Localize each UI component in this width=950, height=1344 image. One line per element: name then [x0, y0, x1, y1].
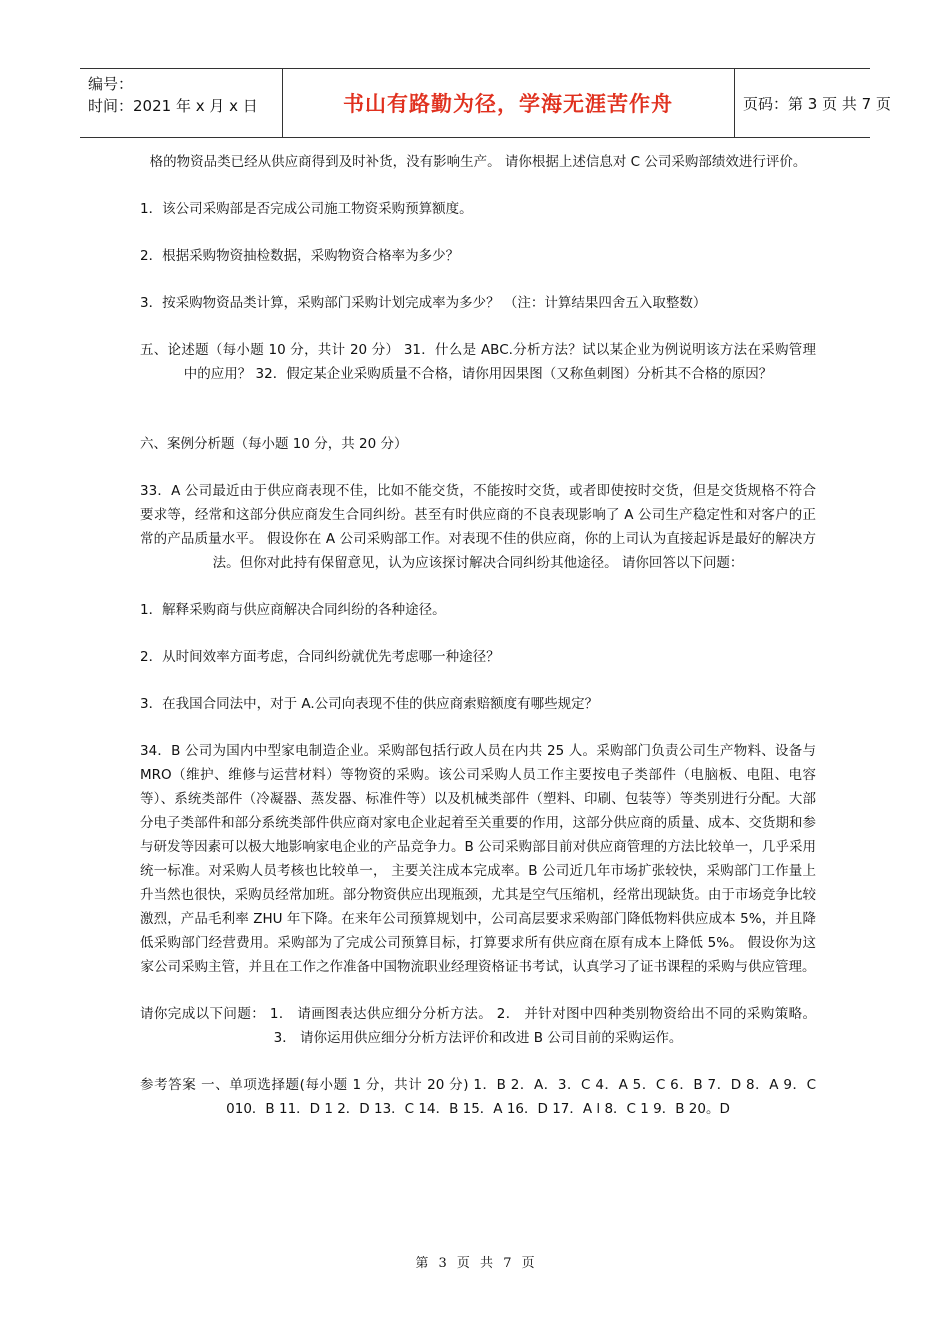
question-33-2: 2．从时间效率方面考虑，合同纠纷就优先考虑哪一种途径？ — [140, 649, 500, 665]
section-5-essay: 五、论述题（每小题 10 分，共计 20 分） 31．什么是 ABC.分析方法？试以某企业为例说明该方法在采购管理中的应用？ 32．假定某企业采购质量不合格，请你用因果图（又称鱼刺图）分析其不合格的原因？ — [140, 342, 816, 382]
document-number-label: 编号： — [88, 75, 134, 93]
document-date: 时间：2021 年 x 月 x 日 — [88, 97, 258, 115]
question-c-1: 1．该公司采购部是否完成公司施工物资采购预算额度。 — [140, 201, 473, 217]
answer-key: 参考答案 一、单项选择题(每小题 1 分，共计 20 分) 1．B 2．A．3．C 4．A 5．C 6．B 7．D 8．A 9．C 010．B 11．D 1 2．D 13．C 14．B 15．A 16．D 17．A l 8．C 1 9．B 20。D — [140, 1077, 816, 1117]
question-c-3: 3．按采购物资品类计算，采购部门采购计划完成率为多少？ （注：计算结果四舍五入取整数） — [140, 295, 707, 311]
intro-paragraph: 格的物资品类已经从供应商得到及时补货，没有影响生产。 请你根据上述信息对 C 公司采购部绩效进行评价。 — [149, 154, 807, 170]
question-33-1: 1．解释采购商与供应商解决合同纠纷的各种途径。 — [140, 602, 446, 618]
case-34-tasks: 请你完成以下问题： 1． 请画图表达供应细分分析方法。 2． 并针对图中四种类别物资给出不同的采购策略。 3． 请你运用供应细分分析方法评价和改进 B 公司目前的采购运作。 — [140, 1006, 816, 1046]
document-body — [140, 150, 816, 1121]
question-c-2: 2．根据采购物资抽检数据，采购物资合格率为多少？ — [140, 248, 460, 264]
header-page-cell — [735, 69, 891, 137]
question-33-3: 3．在我国合同法中，对于 A.公司向表现不佳的供应商索赔额度有哪些规定？ — [140, 696, 599, 712]
header-motto-cell — [282, 69, 735, 137]
page-number-label: 页码：第 3 页 共 7 页 — [743, 94, 891, 113]
motto-text: 书山有路勤为径，学海无涯苦作舟 — [343, 92, 673, 116]
header-info-cell — [80, 69, 283, 137]
page-footer: 第 3 页 共 7 页 — [415, 1256, 535, 1271]
case-34-paragraph: 34．B 公司为国内中型家电制造企业。采购部包括行政人员在内共 25 人。采购部门负责公司生产物料、设备与 MRO（维护、维修与运营材料）等物资的采购。该公司采购人员工作主要按电子类部件（电脑板、电阻、电容等）、系统类部件（冷凝器、蒸发器、标准件等）以及机械类部件（塑料、印刷、包装等）等类别进行分配。大部分电子类部件和部分系统类部件供应商对家电企业起着至关重要的作用，这部分供应商的质量、成本、交货期和参与研发等因素可以极大地影响家电企业的产品竞争力。B 公司采购部目前对供应商管理的方法比较单一，几乎采用统一标准。对采购人员考核也比较单一， 主要关注成本完成率。B 公司近几年市场扩张较快，采购部门工作量上升当然也很快，采购员经常加班。部分物资供应出现瓶颈，尤其是空气压缩机，经常出现缺货。由于市场竞争比较激烈，产品毛利率 ZHU 年下降。在来年公司预算规划中，公司高层要求采购部门降低物料供应成本 5%，并且降低采购部门经营费用。采购部为了完成公司预算目标，打算要求所有供应商在原有成本上降低 5%。 假设你为这家公司采购主管，并且在工作之作准备中国物流职业经理资格证书考试，认真学习了证书课程的采购与供应管理。 — [140, 743, 816, 975]
section-6-heading: 六、案例分析题（每小题 10 分，共 20 分） — [140, 436, 408, 452]
case-33-paragraph: 33．A 公司最近由于供应商表现不佳，比如不能交货，不能按时交货，或者即使按时交货，但是交货规格不符合要求等，经常和这部分供应商发生合同纠纷。甚至有时供应商的不良表现影响了 A 公司生产稳定性和对客户的正常的产品质量水平。 假设你在 A 公司采购部工作。对表现不佳的供应商，你的上司认为直接起诉是最好的解决方法。但你对此持有保留意见，认为应该探讨解决合同纠纷其他途径。 请你回答以下问题： — [140, 483, 816, 571]
page-header — [80, 68, 891, 138]
